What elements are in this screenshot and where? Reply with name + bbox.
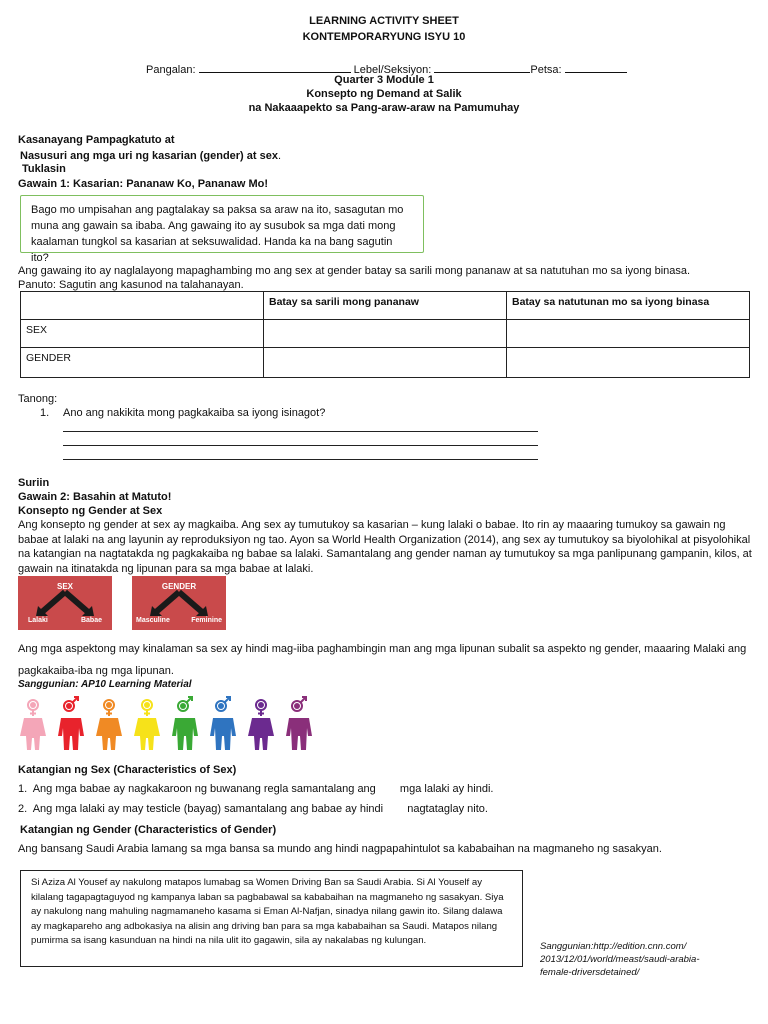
char-sex-item-2: [18, 803, 488, 815]
question-1: Ano ang nakikita mong pagkakaiba sa iyong isinagot?: [63, 407, 326, 419]
sex-diagram-left: Lalaki: [28, 617, 48, 624]
tuklasin-heading: Tuklasin: [22, 163, 66, 175]
female-figure-icon: [16, 696, 50, 750]
aspect-paragraph: Ang mga aspektong may kinalaman sa sex ay hindi mag-iiba paghambingin man ang mga lipunan subalit sa aspekto ng gender, maaaring Malaki ang pagkakaiba-iba ng mga lipunan.: [18, 643, 747, 677]
intro-callout: [20, 195, 424, 264]
competency-period: .: [277, 150, 282, 162]
source-cnn-line-3: female-driversdetained/: [540, 967, 640, 978]
subject-title: KONTEMPORARYUNG ISYU 10: [302, 31, 466, 43]
table-header-empty: [21, 292, 264, 320]
name-field[interactable]: [199, 62, 351, 73]
male-figure-icon: [54, 696, 88, 750]
male-figure-icon: [168, 696, 202, 750]
intro-callout-text: Bago mo umpisahan ang pagtalakay sa paksa sa araw na ito, sasagutan mo muna ang gawain sa ibaba. Ang gawaing ito ay susubok sa mga dati mong kaalaman tungkol sa kasarian at seksuwalidad. Handa ka na bang sagutin ito?: [31, 204, 404, 264]
comparison-table: [20, 291, 750, 378]
source-cnn-line-1: Sanggunian:http://edition.cnn.com/: [540, 941, 687, 952]
item-text-a: Ang mga lalaki ay may testicle (bayag) samantalang ang babae ay hindi: [32, 803, 384, 815]
topic-line-1: Konsepto ng Demand at Salik: [306, 88, 462, 100]
char-gender-heading: Katangian ng Gender (Characteristics of Gender): [20, 824, 277, 836]
competency-label: Kasanayang Pampagkatuto at: [18, 134, 175, 146]
answer-cell-sex-own[interactable]: [264, 320, 507, 348]
table-header-learned-view: Batay sa natutunan mo sa iyong binasa: [507, 292, 750, 320]
male-figure-icon: [282, 696, 316, 750]
topic-line-2: na Nakaaapekto sa Pang-araw-araw na Pamumuhay: [248, 102, 520, 114]
quarter-module: Quarter 3 Module 1: [334, 74, 434, 86]
char-gender-text: Ang bansang Saudi Arabia lamang sa mga bansa sa mundo ang hindi nagpapahintulot sa kababaihan na magmaneho ng sasakyan.: [18, 843, 662, 855]
table-row: [21, 348, 750, 378]
activity-description: Ang gawaing ito ay naglalayong mapaghambing mo ang sex at gender batay sa sarili mong pananaw at sa natutuhan mo sa iyong binasa.: [18, 265, 691, 277]
gender-diagram-title: GENDER: [161, 582, 197, 591]
level-label: Lebel/Seksiyon:: [353, 64, 432, 76]
char-sex-item-1: [18, 783, 493, 795]
name-label: Pangalan:: [146, 64, 196, 76]
sex-diagram-right: Babae: [80, 617, 102, 624]
answer-cell-gender-learned[interactable]: [507, 348, 750, 378]
source-cnn-line-2: 2013/12/01/world/meast/saudi-arabia-: [540, 954, 700, 965]
sex-diagram: [18, 576, 112, 630]
gawain2-heading: Gawain 2: Basahin at Matuto!: [18, 491, 172, 503]
story-box: [20, 870, 523, 967]
female-figure-icon: [92, 696, 126, 750]
char-sex-heading: Katangian ng Sex (Characteristics of Sex): [18, 764, 237, 776]
gawain1-heading: Gawain 1: Kasarian: Pananaw Ko, Pananaw Mo!: [18, 178, 269, 190]
table-header-row: [21, 292, 750, 320]
concept-subtitle: Konsepto ng Gender at Sex: [18, 505, 163, 517]
date-field[interactable]: [565, 62, 627, 73]
questions-label: Tanong:: [18, 393, 58, 405]
date-label: Petsa:: [530, 64, 562, 76]
table-header-own-view: Batay sa sarili mong pananaw: [264, 292, 507, 320]
table-row: [21, 320, 750, 348]
item-number: 1.: [18, 783, 28, 795]
item-text-a: Ang mga babae ay nagkakaroon ng buwanang regla samantalang ang: [32, 783, 376, 795]
suriin-heading: Suriin: [18, 477, 50, 489]
answer-line-1[interactable]: [63, 431, 538, 432]
sheet-title: LEARNING ACTIVITY SHEET: [309, 15, 459, 27]
item-text-b: mga lalaki ay hindi.: [399, 783, 494, 795]
answer-cell-sex-learned[interactable]: [507, 320, 750, 348]
competency-statement: Nasusuri ang mga uri ng kasarian (gender) at sex: [20, 150, 278, 162]
gender-figures: [16, 696, 326, 750]
female-figure-icon: [244, 696, 278, 750]
female-figure-icon: [130, 696, 164, 750]
row-label-sex: SEX: [21, 320, 264, 348]
male-figure-icon: [206, 696, 240, 750]
item-text-b: nagtataglay nito.: [407, 803, 488, 815]
story-text: Si Aziza Al Yousef ay nakulong matapos lumabag sa Women Driving Ban sa Saudi Arabia. Si Al Youself ay kilalang tagapagtaguyod ng kampanya laban sa pagbabawal sa kababaihan na magmaneho ng sasakyan. Siya ay nakulong nang mahuling nagmamaneho kasama si Eman Al-Nafjan, sinadya nilang gawin ito. Silang dalawa ay magkapareho ang adbokasiya na alisin ang driving ban para sa mga kababaihan sa Saudi. Matapos nilang pumirma sa isang kasunduan na hindi na nila ulit ito gagawin, sila ay nakalabas ng kulungan.: [31, 877, 504, 946]
sex-diagram-title: SEX: [56, 582, 73, 591]
source-ap10: Sanggunian: AP10 Learning Material: [18, 679, 192, 690]
instruction-line: Panuto: Sagutin ang kasunod na talahanayan.: [18, 279, 244, 291]
gender-diagram: [132, 576, 226, 630]
competency-text: [20, 150, 281, 162]
answer-line-2[interactable]: [63, 445, 538, 446]
row-label-gender: GENDER: [21, 348, 264, 378]
level-field[interactable]: [434, 62, 530, 73]
answer-cell-gender-own[interactable]: [264, 348, 507, 378]
gender-diagram-right: Feminine: [191, 617, 222, 624]
answer-line-3[interactable]: [63, 459, 538, 460]
question-number: 1.: [40, 407, 50, 419]
source-cnn: [540, 940, 765, 979]
concept-paragraph: Ang konsepto ng gender at sex ay magkaiba. Ang sex ay tumutukoy sa kasarian – kung lalaki o babae. Ito rin ay maaaring tumukoy sa gawain ng babae at lalaki na ang layunin ay reproduksiyon ng tao. Ayon sa World Health Organization (2014), ang sex ay tumutukoy sa biyolohikal at pisyolohikal na katangian na nagtatakda ng pagkakaiba ng babae sa lalaki. Samantalang ang gender naman ay tumutukoy sa mga panlipunang gampanin, kilos, at gawain na itinatakda ng lipunan para sa mga babae at lalaki.: [18, 519, 752, 575]
item-number: 2.: [18, 803, 28, 815]
gender-diagram-left: Masculine: [136, 617, 170, 624]
